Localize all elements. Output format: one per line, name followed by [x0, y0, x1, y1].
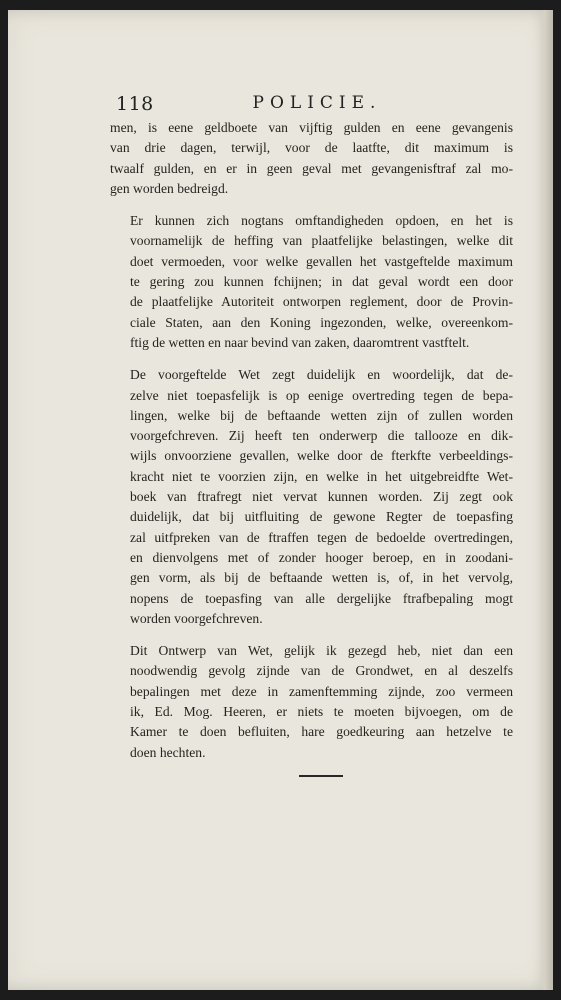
text-line: twaalf gulden, en er in geen geval met gevangenisftraf zal mo- — [110, 160, 513, 176]
text-line: voornamelijk de heffing van plaatfelijke belastingen, welke dit — [130, 233, 513, 249]
page-header — [116, 93, 518, 115]
text-line: zelve niet toepasfelijk is op eenige overtreding tegen de bepa- — [130, 387, 513, 403]
text-line: te gering zou kunnen fchijnen; in dat geval wordt een door — [130, 274, 513, 290]
text-line: Kamer te doen befluiten, hare goedkeuring aan hetzelve te — [130, 724, 513, 740]
text-line: ik, Ed. Mog. Heeren, er niets te moeten bijvoegen, om de — [130, 704, 513, 720]
text-line: kracht niet te voorzien zijn, en welke in het uitgebreidfte Wet- — [130, 468, 513, 484]
text-line: men, is eene geldboete van vijftig gulden en eene gevangenis — [110, 120, 513, 135]
text-line: zal uitfpreken van de ftraffen tegen de bedoelde overtredingen, — [130, 529, 513, 545]
text-line: bepalingen met deze in zamenftemming zijnde, zoo vermeen — [130, 683, 513, 699]
paragraph-2 — [106, 211, 513, 353]
text-line: De voorgeftelde Wet zegt duidelijk en woordelijk, dat de- — [130, 367, 513, 383]
running-title: POLICIE. — [252, 93, 382, 113]
body-text — [106, 118, 513, 763]
text-line: doet vermoeden, voor welke gevallen het vastgeftelde maximum — [130, 253, 513, 269]
text-line: en dienvolgens met of zonder hooger beroep, en in zoodani- — [130, 549, 513, 565]
page-number: 118 — [116, 93, 154, 115]
text-line: Er kunnen zich nogtans omftandigheden opdoen, en het is — [130, 213, 513, 229]
end-rule — [299, 775, 343, 777]
text-line: duidelijk, dat bij uitfluiting de gewone Regter de toepasfing — [130, 509, 513, 525]
text-line: doen hechten. — [130, 744, 206, 760]
text-line: boek van ftrafregt niet vervat kunnen worden. Zij zegt ook — [130, 489, 513, 505]
text-line: Dit Ontwerp van Wet, gelijk ik gezegd heb, niet dan een — [130, 643, 513, 659]
text-line: nopens de toepasfing van alle dergelijke ftrafbepaling mogt — [130, 590, 513, 606]
text-line: wijls onvoorziene gevallen, welke door de fterkfte verbeeldings- — [130, 448, 513, 464]
text-line: lingen, welke bij de beftaande wetten zijn of zullen worden — [130, 407, 513, 423]
paragraph-4 — [106, 641, 513, 763]
paragraph-3 — [106, 365, 513, 629]
text-line: gen vorm, als bij de beftaande wetten is, of, in het vervolg, — [130, 570, 513, 586]
text-line: gen worden bedreigd. — [110, 180, 229, 196]
text-line: worden voorgefchreven. — [130, 610, 263, 626]
text-line: van drie dagen, terwijl, voor de laatfte, dit maximum is — [110, 140, 513, 156]
text-line: ciale Staten, aan den Koning ingezonden, welke, overeenkom- — [130, 314, 513, 330]
text-line: de plaatfelijke Autoriteit ontworpen reglement, door de Provin- — [130, 294, 513, 310]
page-edge-shadow — [539, 10, 553, 990]
paragraph-1 — [106, 118, 513, 199]
text-line: voorgefchreven. Zij heeft ten onderwerp die tallooze en dik- — [130, 428, 513, 444]
text-line: noodwendig gevolg zijnde van de Grondwet, en al deszelfs — [130, 663, 513, 679]
text-line: ftig de wetten en naar bevind van zaken, daaromtrent vastftelt. — [130, 334, 470, 350]
